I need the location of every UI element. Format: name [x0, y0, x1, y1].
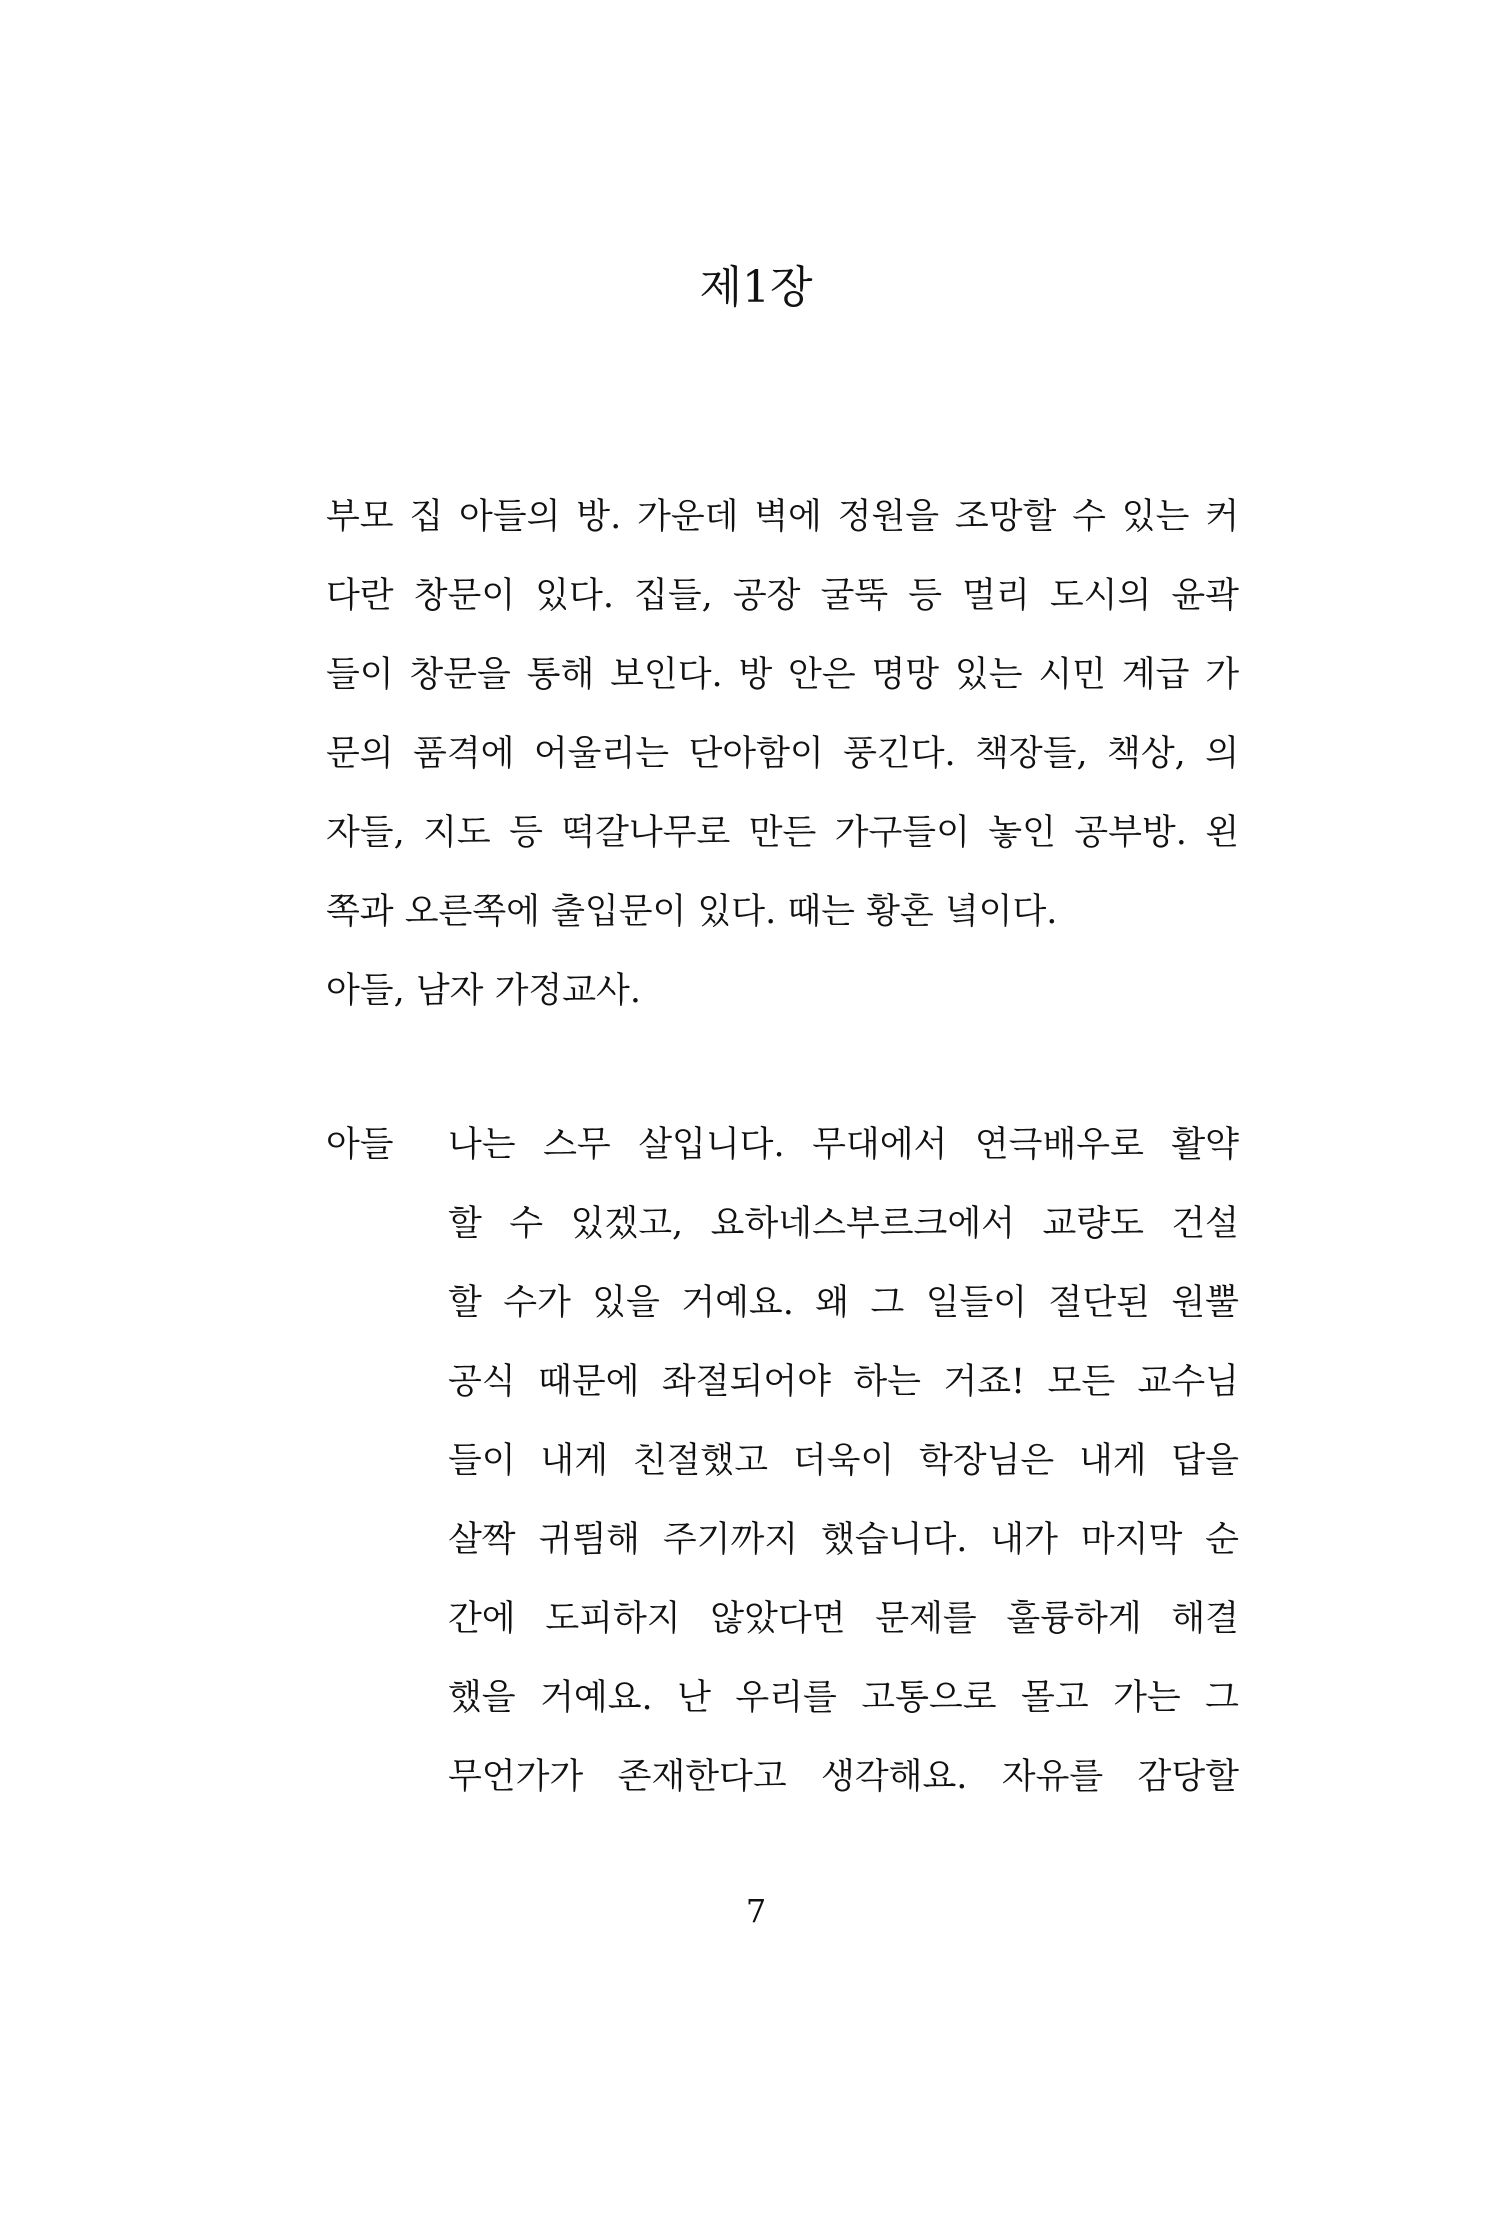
speech-line: 할 수 있겠고, 요하네스부르크에서 교량도 건설 — [448, 1204, 1239, 1244]
speech-line: 했을 거예요. 난 우리를 고통으로 몰고 가는 그 — [448, 1678, 1239, 1718]
speech-line: 무언가가 존재한다고 생각해요. 자유를 감당할 — [448, 1757, 1239, 1797]
character-list: 아들, 남자 가정교사. — [326, 971, 641, 1011]
speech-line: 살짝 귀띔해 주기까지 했습니다. 내가 마지막 순 — [448, 1520, 1239, 1560]
speech-line: 들이 내게 친절했고 더욱이 학장님은 내게 답을 — [448, 1441, 1239, 1481]
speech-line: 공식 때문에 좌절되어야 하는 거죠! 모든 교수님 — [448, 1362, 1239, 1402]
speech — [448, 1106, 1239, 1817]
chapter-title: 제1장 — [699, 262, 813, 313]
speech-line: 할 수가 있을 거예요. 왜 그 일들이 절단된 원뿔 — [448, 1283, 1239, 1323]
stage-direction-line: 쪽과 오른쪽에 출입문이 있다. 때는 황혼 녘이다. — [326, 892, 1058, 932]
stage-direction-line: 자들, 지도 등 떡갈나무로 만든 가구들이 놓인 공부방. 왼 — [326, 813, 1239, 853]
stage-direction-line: 문의 품격에 어울리는 단아함이 풍긴다. 책장들, 책상, 의 — [326, 734, 1239, 774]
stage-direction — [326, 478, 1239, 1031]
speech-line: 나는 스무 살입니다. 무대에서 연극배우로 활약 — [448, 1125, 1239, 1165]
stage-direction-line: 다란 창문이 있다. 집들, 공장 굴뚝 등 멀리 도시의 윤곽 — [326, 576, 1239, 616]
stage-direction-line: 부모 집 아들의 방. 가운데 벽에 정원을 조망할 수 있는 커 — [326, 497, 1239, 537]
speech-line: 간에 도피하지 않았다면 문제를 훌륭하게 해결 — [448, 1599, 1239, 1639]
speaker-name: 아들 — [326, 1125, 394, 1165]
page-number: 7 — [745, 1892, 767, 1930]
stage-direction-line: 들이 창문을 통해 보인다. 방 안은 명망 있는 시민 계급 가 — [326, 655, 1239, 695]
